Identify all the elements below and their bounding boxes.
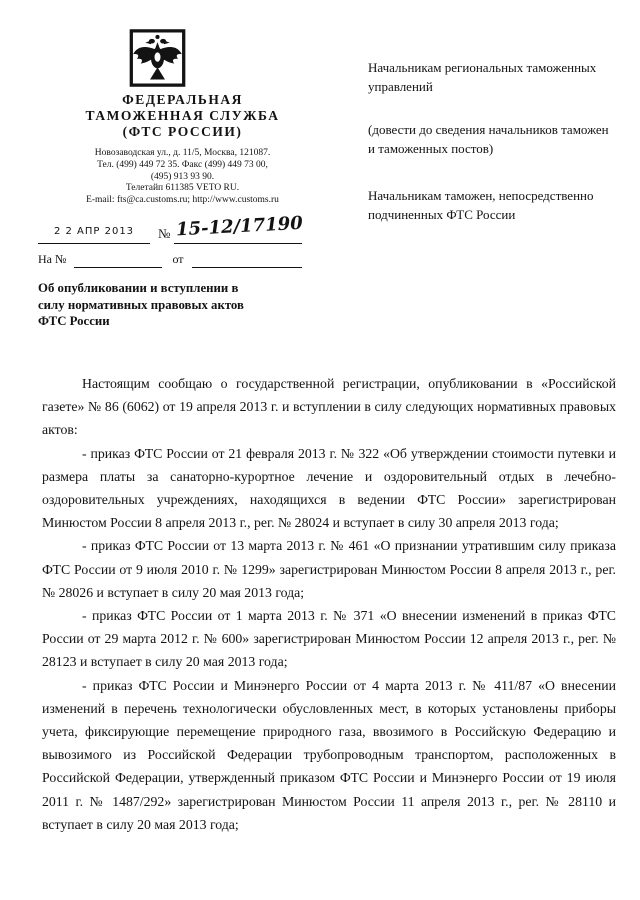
- body-paragraph: - приказ ФТС России от 13 марта 2013 г. № 461 «О признании утратившим силу приказа ФТС России от 9 июля 2010 г. № 1299» зарегистрирован Минюстом России 8 апреля 2013 г., рег. № 28026 и вступает в силу 20 мая 2013 года;: [42, 538, 616, 600]
- double-headed-eagle-icon: [129, 29, 186, 87]
- addressee-block: Начальникам таможен, непосредственно подчиненных ФТС России: [368, 188, 594, 222]
- org-name-line: (ФТС РОССИИ): [122, 124, 243, 139]
- ref-na-blank-line: [74, 253, 162, 268]
- contact-line-phone: Тел. (499) 449 72 35. Факс (499) 449 73 00,: [97, 159, 268, 170]
- date-number-row: [38, 212, 338, 248]
- subject-line: ФТС России: [38, 314, 110, 328]
- body-paragraph: Настоящим сообщаю о государственной регистрации, опубликовании в «Российской газете» № 86 (6062) от 19 апреля 2013 г. и вступлении в силу следующих нормативных правовых актов:: [42, 376, 616, 438]
- org-name-line: ТАМОЖЕННАЯ СЛУЖБА: [85, 108, 280, 123]
- ref-ot-blank-line: [192, 253, 302, 268]
- number-sign: №: [158, 226, 171, 241]
- contact-line-teletype: Телетайп 611385 VETO RU.: [125, 183, 240, 194]
- subject-line: силу нормативных правовых актов: [38, 297, 244, 312]
- contact-line-email: E-mail: fts@ca.customs.ru; http://www.customs.ru: [86, 195, 279, 206]
- subject-line: Об опубликовании и вступлении в: [38, 281, 239, 295]
- reference-row: [38, 252, 338, 270]
- body-paragraph: - приказ ФТС России от 1 марта 2013 г. № 371 «О внесении изменений в приказ ФТС России от 29 марта 2012 г. № 600» зарегистрирован Минюстом России 12 апреля 2013 г., рег. № 28123 и вступает в силу 20 мая 2013 года;: [42, 608, 616, 670]
- outgoing-number-handwritten: 15-12/17190: [175, 212, 304, 241]
- contact-line-address: Новозаводская ул., д. 11/5, Москва, 121087.: [94, 148, 271, 158]
- contact-block: [30, 148, 335, 207]
- ref-na-label: На №: [38, 252, 67, 266]
- body-paragraph: - приказ ФТС России от 21 февраля 2013 г. № 322 «Об утверждении стоимости путевки и размера платы за санаторно-курортное лечение и оздоровительный отдых в лечебно-оздоровительных учреждениях, находящихся в ведении ФТС России» зарегистрирован Минюстом России 8 апреля 2013 г., рег. № 28024 и вступает в силу 30 апреля 2013 года;: [42, 445, 616, 531]
- org-name-line: ФЕДЕРАЛЬНАЯ: [122, 92, 243, 107]
- date-stamp: 2 2 АПР 2013: [38, 226, 150, 244]
- addressee-note-block: (довести до сведения начальников таможен и таможенных постов): [368, 122, 609, 156]
- addressees-column: [368, 58, 618, 224]
- ref-ot-label: от: [172, 252, 184, 266]
- contact-line-phone2: (495) 913 93 90.: [150, 171, 215, 182]
- letter-subject: [38, 280, 293, 330]
- addressee-block: Начальникам региональных таможенных управлений: [368, 60, 597, 94]
- body-paragraph: - приказ ФТС России и Минэнерго России от 4 марта 2013 г. № 411/87 «О внесении изменений в перечень технологически обусловленных мест, в которых установлены приборы учета, фиксирующие перемещение природного газа, ввозимого в Российскую Федерацию и вывозимого из Российской Федерации трубопроводным транспортом, расположенных в Российской Федерации, утвержденный приказом ФТС России и Минэнерго России от 19 июля 2011 г. № 1487/292» зарегистрирован Минюстом России 11 апреля 2013 г., рег. № 28110 и вступает в силу 20 мая 2013 года;: [42, 677, 616, 832]
- organization-name: [30, 92, 335, 140]
- outgoing-number-line: [174, 212, 304, 244]
- letter-body: [42, 372, 616, 836]
